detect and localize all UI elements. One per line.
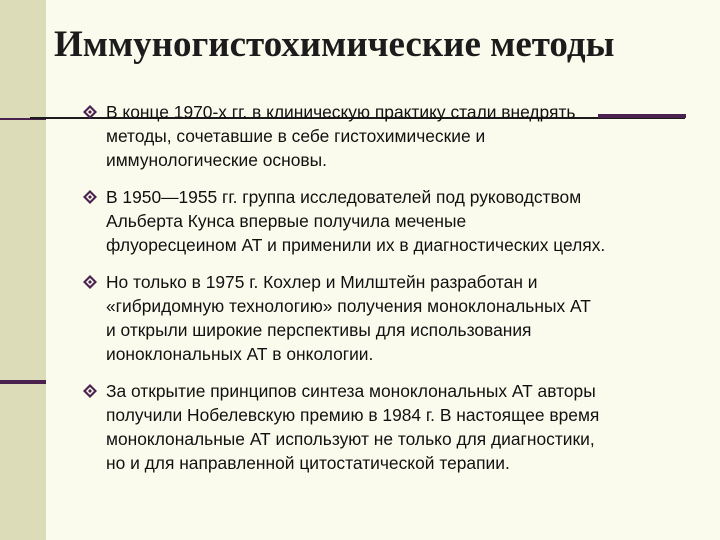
diamond-bullet-icon xyxy=(82,383,98,399)
diamond-bullet-icon xyxy=(82,189,98,205)
side-band xyxy=(0,0,46,540)
bullet-text: За открытие принципов синтеза моноклональных АТ авторы получили Нобелевскую премию в 1984 г. В настоящее время моноклональные АТ используют не только для диагностики, но и для направленной цитостатической терапии. xyxy=(106,381,600,473)
bullet-list xyxy=(82,100,692,488)
bullet-item xyxy=(82,379,692,475)
bullet-text: В конце 1970-х гг. в клиническую практику стали внедрять методы, сочетавшие в себе гистохимические и иммунологические основы. xyxy=(106,102,576,170)
diamond-bullet-icon xyxy=(82,104,98,120)
bullet-item xyxy=(82,185,692,257)
bullet-item xyxy=(82,270,692,366)
diamond-bullet-icon xyxy=(82,274,98,290)
bullet-text: Но только в 1975 г. Кохлер и Милштейн разработан и «гибридомную технологию» получения моноклональных АТ и открыли широкие перспективы для использования ионоклональных АТ в онкологии. xyxy=(106,272,591,364)
bullet-item xyxy=(82,100,692,172)
bullet-text: В 1950—1955 гг. группа исследователей под руководством Альберта Кунса впервые получила меченые флуоресцеином АТ и применили их в диагностических целях. xyxy=(106,187,606,255)
slide-title: Иммуногистохимические методы xyxy=(54,24,615,65)
side-band-mark xyxy=(0,380,46,384)
